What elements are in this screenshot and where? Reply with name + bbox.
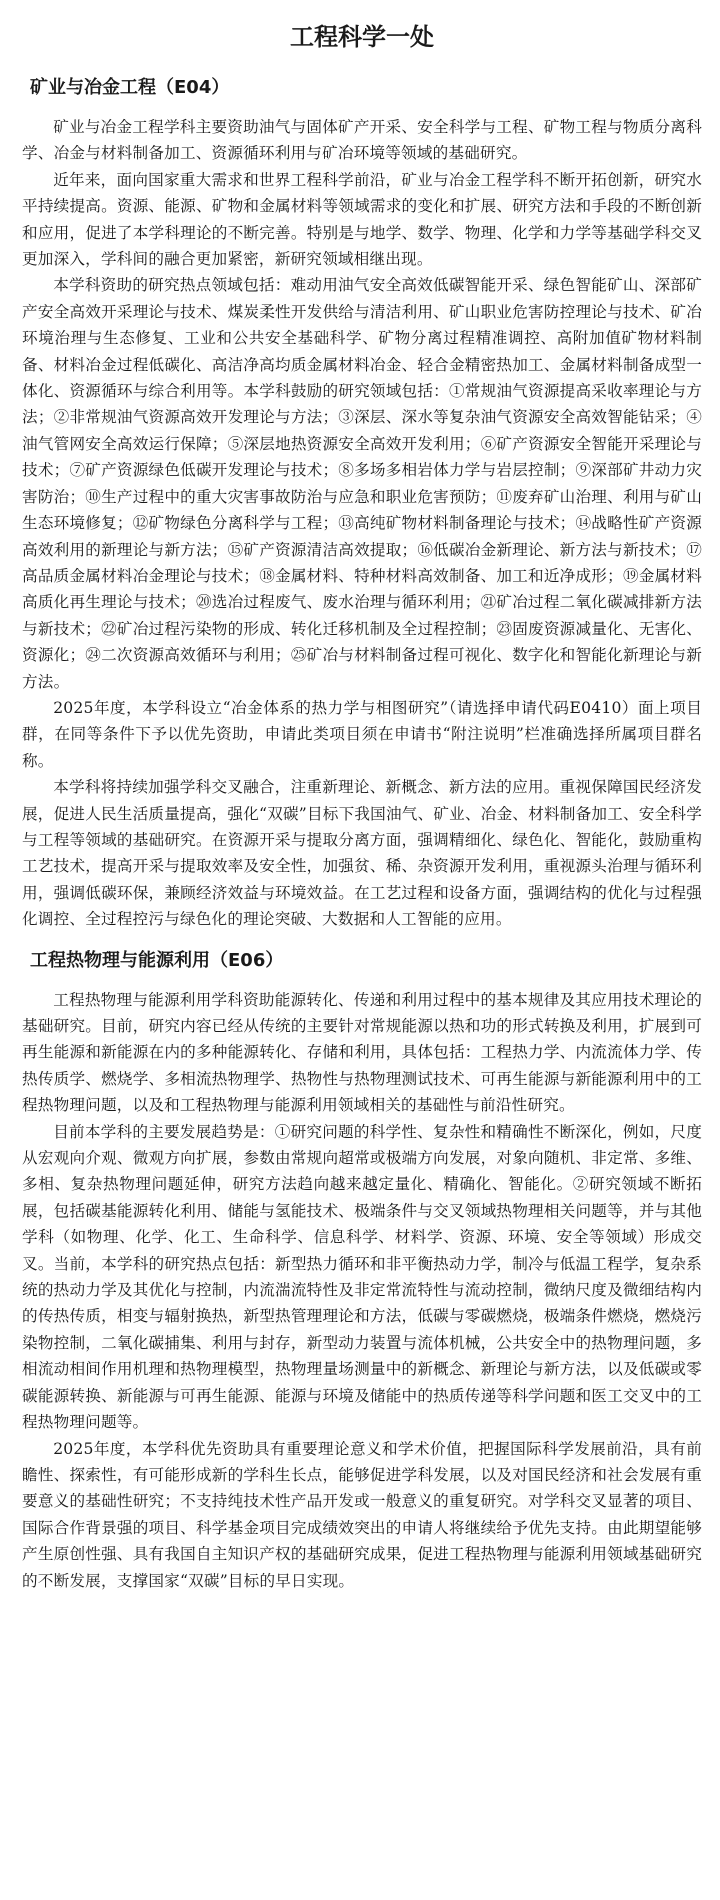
paragraph: 目前本学科的主要发展趋势是：①研究问题的科学性、复杂性和精确性不断深化，例如，尺度从宏观向介观、微观方向扩展，参数由常规向超常或极端方向发展，对象向随机、非定常、多维、多相、复杂热物理问题延伸，研究方法趋向越来越定量化、精确化、智能化。②研究领域不断拓展，包括碳基能源转化利用、储能与氢能技术、极端条件与交叉领域热物理相关问题等，并与其他学科（如物理、化学、化工、生命科学、信息科学、材料学、资源、环境、安全等领域）形成交叉。当前，本学科的研究热点包括：新型热力循环和非平衡热动力学，制冷与低温工程学，复杂系统的热动力学及其优化与控制，内流湍流特性及非定常流特性与流动控制，微纳尺度及微细结构内的传热传质，相变与辐射换热，新型热管理理论和方法，低碳与零碳燃烧，极端条件燃烧，燃烧污染物控制，二氧化碳捕集、利用与封存，新型动力装置与流体机械，公共安全中的热物理问题，多相流动相间作用机理和热物理模型，热物理量场测量中的新概念、新理论与新方法，以及低碳或零碳能源转换、新能源与可再生能源、能源与环境及储能中的热质传递等科学问题和医工交叉中的工程热物理问题等。	[22, 1122, 702, 1432]
paragraph: 近年来，面向国家重大需求和世界工程科学前沿，矿业与冶金工程学科不断开拓创新，研究水平持续提高。资源、能源、矿物和金属材料等领域需求的变化和扩展、研究方法和手段的不断创新和应用，促进了本学科理论的不断完善。特别是与地学、数学、物理、化学和力学等基础学科交叉更加深入，学科间的融合更加紧密，新研究领域相继出现。	[22, 170, 702, 269]
section-engineering-thermophysics	[22, 949, 702, 1594]
page-title: 工程科学一处	[290, 23, 434, 51]
paragraph: 2025年度，本学科设立“冶金体系的热力学与相图研究”（请选择申请代码E0410）面上项目群，在同等条件下予以优先资助，申请此类项目须在申请书“附注说明”栏准确选择所属项目群名称。	[22, 698, 702, 770]
section-mining-metallurgy	[22, 76, 702, 933]
section-heading: 矿业与冶金工程（E04）	[30, 77, 230, 98]
paragraph: 本学科将持续加强学科交叉融合，注重新理论、新概念、新方法的应用。重视保障国民经济发展，促进人民生活质量提高，强化“双碳”目标下我国油气、矿业、冶金、材料制备加工、安全科学与工程等领域的基础研究。在资源开采与提取分离方面，强调精细化、绿色化、智能化，鼓励重构工艺技术，提高开采与提取效率及安全性，加强贫、稀、杂资源开发利用，重视源头治理与循环利用，强调低碳环保，兼顾经济效益与环境效益。在工艺过程和设备方面，强调结构的优化与过程强化调控、全过程控污与绿色化的理论突破、大数据和人工智能的应用。	[22, 778, 702, 929]
paragraph: 工程热物理与能源利用学科资助能源转化、传递和利用过程中的基本规律及其应用技术理论的基础研究。目前，研究内容已经从传统的主要针对常规能源以热和功的形式转换及利用，扩展到可再生能源和新能源在内的多种能源转化、存储和利用，具体包括：工程热力学、内流流体力学、传热传质学、燃烧学、多相流热物理学、热物性与热物理测试技术、可再生能源与新能源利用中的工程热物理问题，以及和工程热物理与能源利用领域相关的基础性与前沿性研究。	[22, 990, 702, 1115]
paragraph: 2025年度，本学科优先资助具有重要理论意义和学术价值，把握国际科学发展前沿，具有前瞻性、探索性，有可能形成新的学科生长点，能够促进学科发展，以及对国民经济和社会发展有重要意义的基础性研究；不支持纯技术性产品开发或一般意义的重复研究。对学科交叉显著的项目、国际合作背景强的项目、科学基金项目完成绩效突出的申请人将继续给予优先支持。由此期望能够产生原创性强、具有我国自主知识产权的基础研究成果，促进工程热物理与能源利用领域基础研究的不断发展，支撑国家“双碳”目标的早日实现。	[22, 1439, 702, 1590]
paragraph: 本学科资助的研究热点领域包括：难动用油气安全高效低碳智能开采、绿色智能矿山、深部矿产安全高效开采理论与技术、煤炭柔性开发供给与清洁利用、矿山职业危害防控理论与技术、矿冶环境治理与生态修复、工业和公共安全基础科学、矿物分离过程精准调控、高附加值矿物材料制备、材料冶金过程低碳化、高洁净高均质金属材料冶金、轻合金精密热加工、金属材料制备成型一体化、资源循环与综合利用等。本学科鼓励的研究领域包括：①常规油气资源提高采收率理论与方法；②非常规油气资源高效开发理论与方法；③深层、深水等复杂油气资源安全高效智能钻采；④油气管网安全高效运行保障；⑤深层地热资源安全高效开发利用；⑥矿产资源安全智能开采理论与技术；⑦矿产资源绿色低碳开发理论与技术；⑧多场多相岩体力学与岩层控制；⑨深部矿井动力灾害防治；⑩生产过程中的重大灾害事故防治与应急和职业危害预防；⑪废弃矿山治理、利用与矿山生态环境修复；⑫矿物绿色分离科学与工程；⑬高纯矿物材料制备理论与技术；⑭战略性矿产资源高效利用的新理论与新方法；⑮矿产资源清洁高效提取；⑯低碳冶金新理论、新方法与新技术；⑰高品质金属材料冶金理论与技术；⑱金属材料、特种材料高效制备、加工和近净成形；⑲金属材料高质化再生理论与技术；⑳选冶过程废气、废水治理与循环利用；㉑矿冶过程二氧化碳减排新方法与新技术；㉒矿冶过程污染物的形成、转化迁移机制及全过程控制；㉓固废资源减量化、无害化、资源化；㉔二次资源高效循环与利用；㉕矿冶与材料制备过程可视化、数字化和智能化新理论与新方法。	[22, 276, 702, 691]
paragraph: 矿业与冶金工程学科主要资助油气与固体矿产开采、安全科学与工程、矿物工程与物质分离科学、冶金与材料制备加工、资源循环利用与矿冶环境等领域的基础研究。	[22, 118, 702, 163]
section-heading: 工程热物理与能源利用（E06）	[30, 949, 284, 971]
